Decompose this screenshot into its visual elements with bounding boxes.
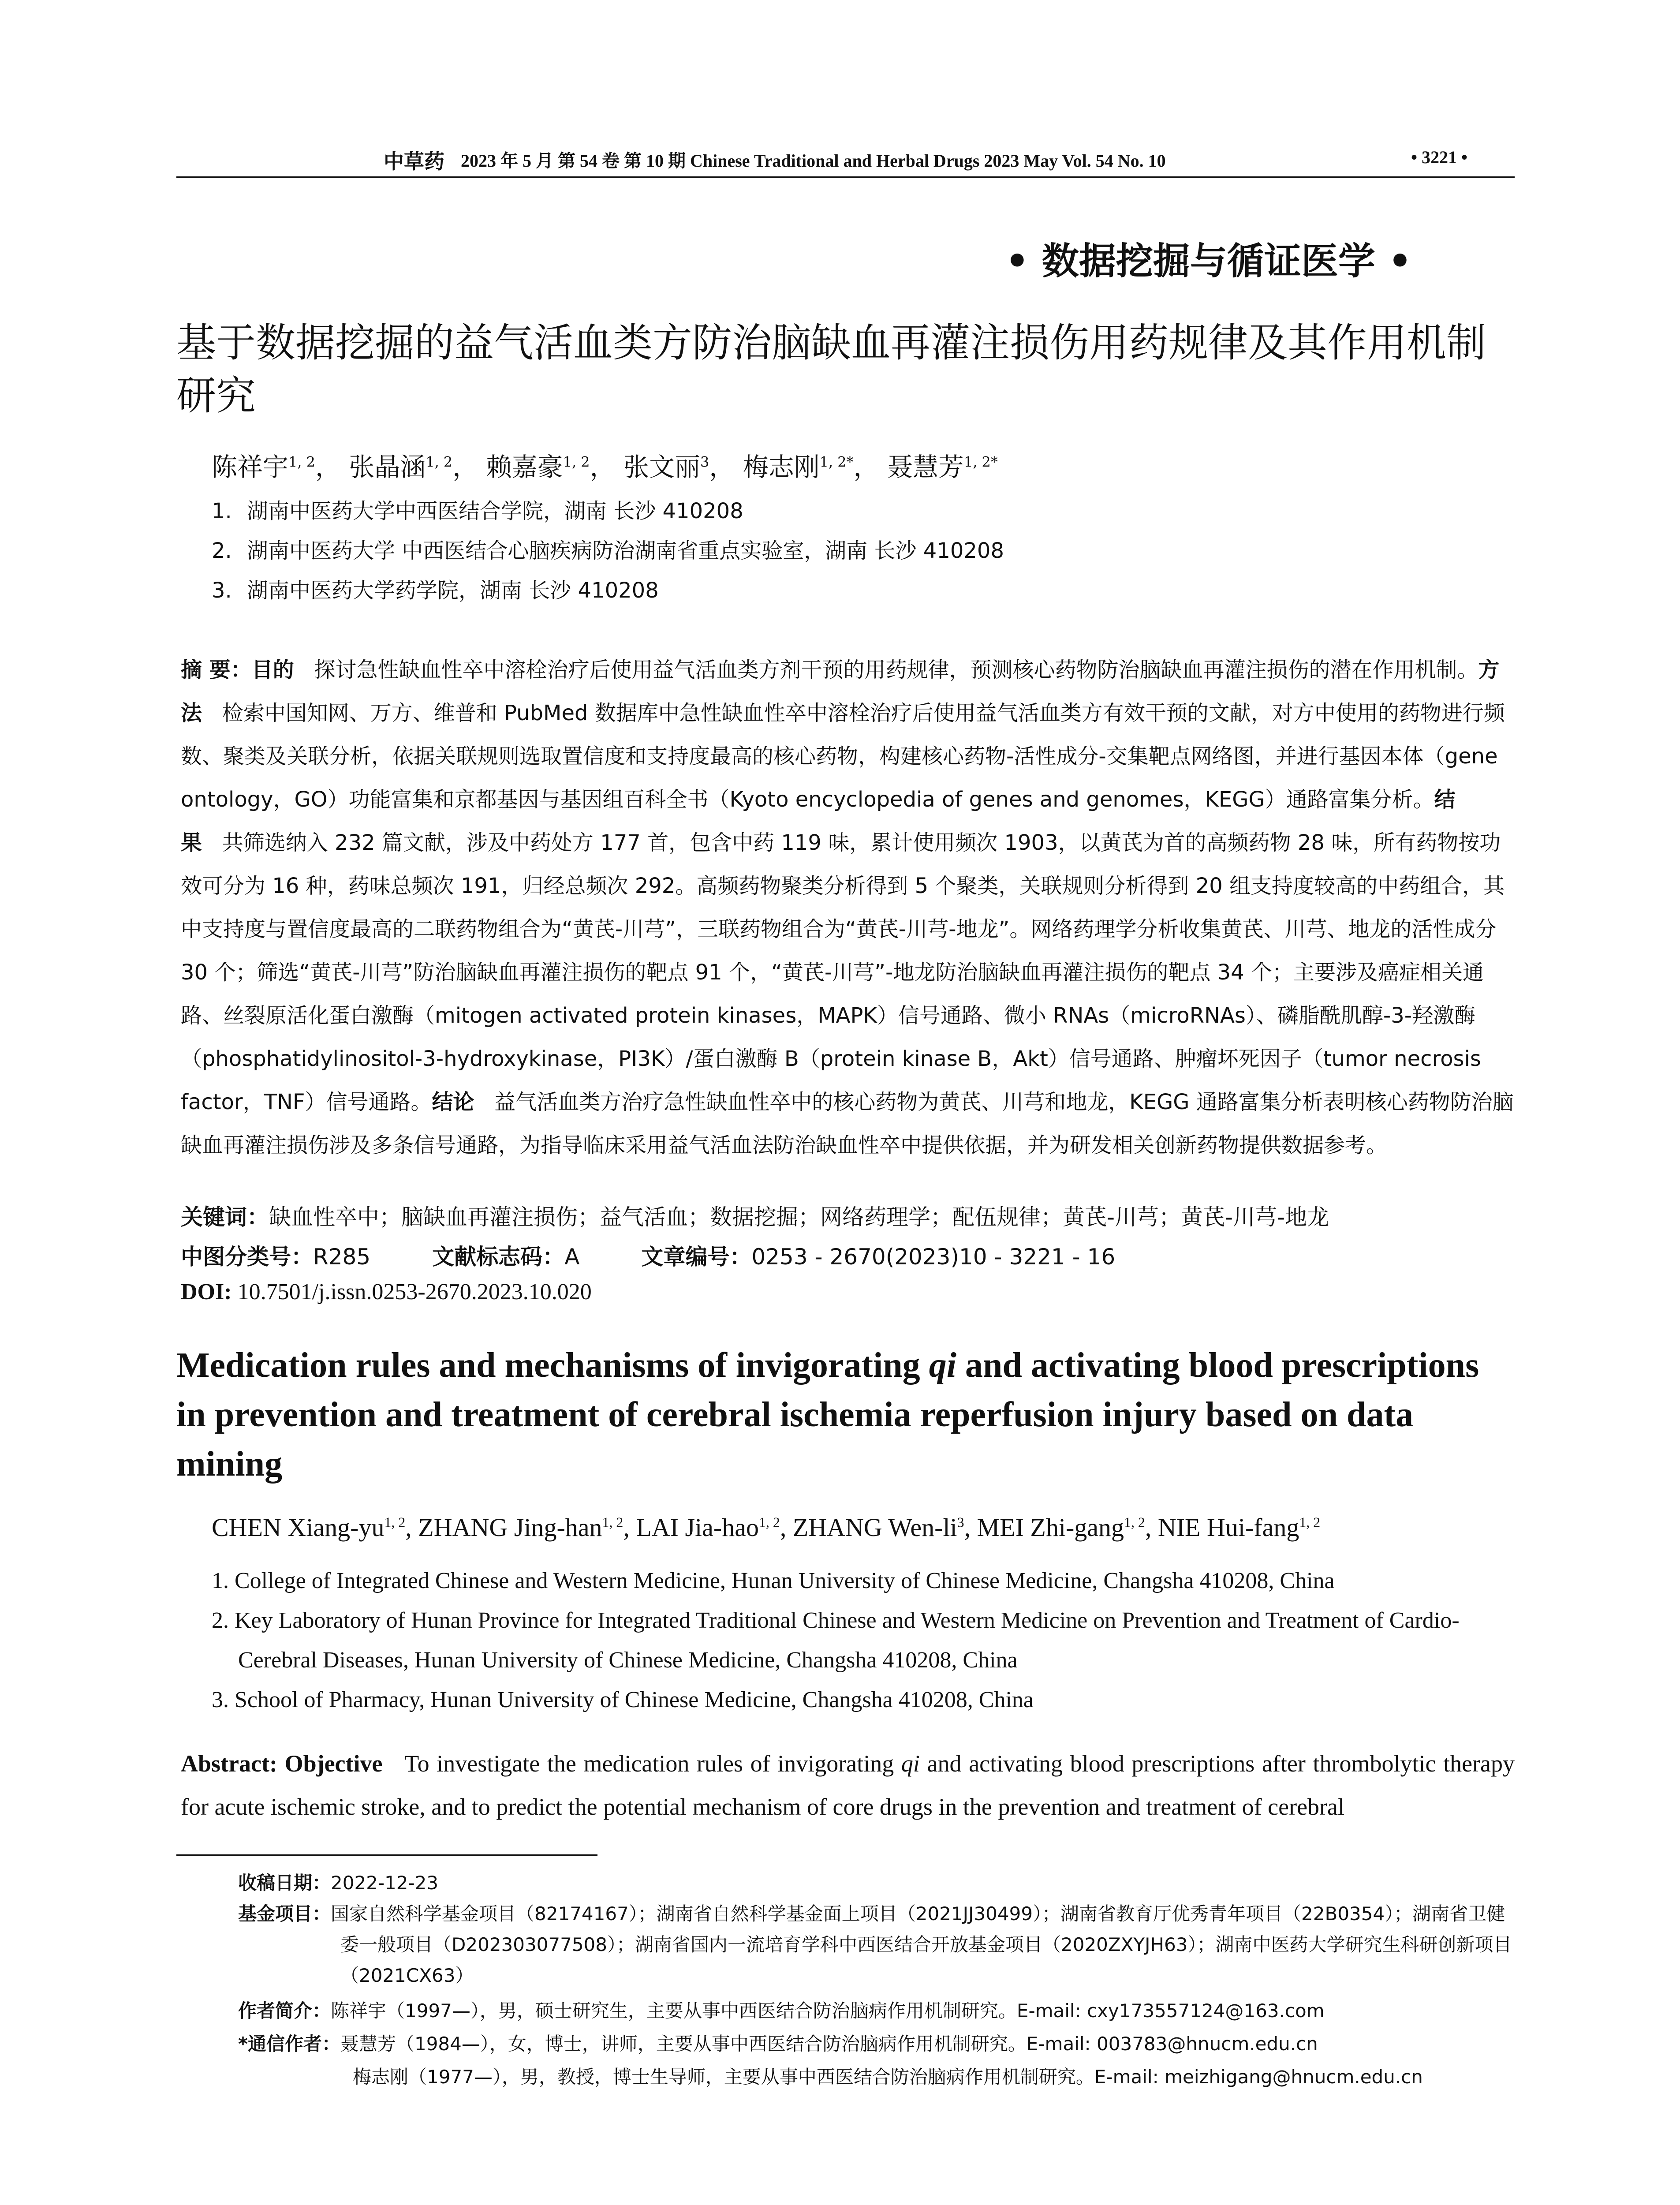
methods-label: 方法 <box>181 658 1500 725</box>
author-en: MEI Zhi-gang <box>977 1513 1124 1542</box>
author-sup: 1, 2* <box>963 453 998 471</box>
footnote-corresponding: *通信作者：聂慧芳（1984—），女，博士，讲师，主要从事中西医结合防治脑病作用机制研究。E-mail: 003783@hnucm.edu.cn <box>238 2033 1318 2055</box>
author-sup: 1, 2 <box>758 1514 780 1530</box>
conclusion-text: 益气活血类方治疗急性缺血性卒中的核心药物为黄芪、川芎和地龙，KEGG 通路富集分析表明核心药物防治脑缺血再灌注损伤涉及多条信号通路，为指导临床采用益气活血法防治缺血性卒中提供依据，并为研发相关创新药物提供数据参考。 <box>181 1090 1514 1158</box>
author-sup: 1, 2 <box>1124 1514 1145 1530</box>
doi <box>181 1279 592 1305</box>
author-cn: 聂慧芳 <box>887 452 964 482</box>
author-sup: 1, 2 <box>384 1514 406 1530</box>
footnote-bio: 作者简介：陈祥宇（1997—），男，硕士研究生，主要从事中西医结合防治脑病作用机制研究。E-mail: cxy173557124@163.com <box>238 2000 1325 2022</box>
methods-text: 检索中国知网、万方、维普和 PubMed 数据库中急性缺血性卒中溶栓治疗后使用益气活血类方有效干预的文献，对方中使用的药物进行频数、聚类及关联分析，依据关联规则选取置信度和支持度最高的核心药物，构建核心药物-活性成分-交集靶点网络图，并进行基因本体（gene ontology，GO）功能富集和京都基因与基因组百科全书（Kyoto encyclopedia of genes and genomes，KEGG）通路富集分析。 <box>181 701 1505 812</box>
doc-code: 文献标志码：A <box>432 1244 580 1270</box>
abstract-cn <box>181 648 1515 1167</box>
author-cn: 张晶涵 <box>349 452 426 482</box>
header-rule <box>176 176 1515 178</box>
results-label: 结果 <box>181 787 1456 855</box>
abstract-label: 摘 要： <box>181 658 252 682</box>
title-en: Medication rules and mechanisms of invigorating qi and activating blood prescriptions in prevention and treatment of cerebral ischemia reperfusion injury based on data mining <box>176 1346 1479 1484</box>
title-cn: 基于数据挖掘的益气活血类方防治脑缺血再灌注损伤用药规律及其作用机制研究 <box>176 320 1486 419</box>
author-en: CHEN Xiang-yu <box>212 1513 385 1542</box>
affiliation-en: 1. College of Integrated Chinese and Western Medicine, Hunan University of Chinese Medicine, Changsha 410208, China <box>212 1568 1335 1593</box>
affiliation-cn: 1. 湖南中医药大学中西医结合学院，湖南 长沙 410208 <box>212 499 743 523</box>
author-cn: 张文丽 <box>623 452 700 482</box>
author-cn: 陈祥宇 <box>212 452 289 482</box>
authors-cn: 陈祥宇$^{1, 2}$， 张晶涵$^{1, 2}$， 赖嘉豪$^{1, 2}$， 张文丽$^3$， 梅志刚$^{1, 2*}$， 聂慧芳$^{1, 2*}$ <box>212 452 998 482</box>
issue-info: 2023 年 5 月 第 54 卷 第 10 期 Chinese Traditional and Herbal Drugs 2023 May Vol. 54 No. 10 <box>461 151 1166 171</box>
author-sup: 1, 2 <box>288 453 315 471</box>
author-en: LAI Jia-hao <box>636 1513 759 1542</box>
section-label: • 数据挖掘与循证医学 • <box>1005 239 1412 283</box>
article-no: 文章编号：0253 - 2670(2023)10 - 3221 - 16 <box>641 1244 1116 1270</box>
classification-line <box>181 1239 1177 1271</box>
author-cn: 梅志刚 <box>743 452 820 482</box>
keywords-text: 缺血性卒中；脑缺血再灌注损伤；益气活血；数据挖掘；网络药理学；配伍规律；黄芪-川芎；黄芪-川芎-地龙 <box>269 1204 1329 1230</box>
affiliation-cn: 3. 湖南中医药大学药学院，湖南 长沙 410208 <box>212 578 659 603</box>
keywords-cn <box>181 1200 1515 1231</box>
author-sup: 1, 2 <box>426 453 453 471</box>
author-sup: 1, 2* <box>819 453 854 471</box>
author-en: NIE Hui-fang <box>1157 1513 1299 1542</box>
keywords-label: 关键词： <box>181 1204 269 1230</box>
footnote-received: 收稿日期：2022-12-23 <box>238 1872 439 1894</box>
objective-label: 目的 <box>251 658 294 682</box>
objective-text: 探讨急性缺血性卒中溶栓治疗后使用益气活血类方剂干预的用药规律，预测核心药物防治脑缺血再灌注损伤的潜在作用机制。 <box>314 658 1478 682</box>
footnote-corresponding-2: 梅志刚（1977—），男，教授，博士生导师，主要从事中西医结合防治脑病作用机制研究。E-mail: meizhigang@hnucm.edu.cn <box>353 2066 1423 2088</box>
affiliation-en: 3. School of Pharmacy, Hunan University of Chinese Medicine, Changsha 410208, China <box>212 1687 1034 1712</box>
page-number: • 3221 • <box>1411 147 1468 167</box>
abstract-en-label: Abstract: Objective <box>181 1750 383 1777</box>
footnote-fund: 基金项目：国家自然科学基金项目（82174167）；湖南省自然科学基金面上项目（2021JJ30499）；湖南省教育厅优秀青年项目（22B0354）；湖南省卫健委一般项目（D202303077508）；湖南省国内一流培育学科中西医结合开放基金项目（2020ZXYJH63）；湖南中医药大学研究生科研创新项目（2021CX63） <box>238 1903 1512 1986</box>
affiliation-en: 2. Key Laboratory of Hunan Province for Integrated Traditional Chinese and Western Medicine on Prevention and Treatment of Cardio-Cerebral Diseases, Hunan University of Chinese Medicine, Changsha 410208, China <box>212 1608 1460 1673</box>
authors-en: CHEN Xiang-yu$^{1, 2}$, ZHANG Jing-han$^{1, 2}$, LAI Jia-hao$^{1, 2}$, ZHANG Wen-$li^3$, MEI Zhi-gang$^{1, 2}$, NIE Hui-fang$^{1, 2}$ <box>212 1513 1321 1542</box>
clc: 中图分类号：R285 <box>181 1244 371 1270</box>
author-sup: 1, 2 <box>563 453 590 471</box>
author-cn: 赖嘉豪 <box>486 452 563 482</box>
author-sup: 3 <box>957 1514 964 1530</box>
journal-logo: 中草药 <box>384 149 444 173</box>
author-sup: 1, 2 <box>602 1514 623 1530</box>
conclusion-label: 结论 <box>432 1090 474 1114</box>
author-en: ZHANG Jing-han <box>418 1513 602 1542</box>
affiliation-cn: 2. 湖南中医药大学 中西医结合心脑疾病防治湖南省重点实验室，湖南 长沙 410208 <box>212 538 1004 563</box>
author-sup: 3 <box>700 453 709 471</box>
footnote-rule <box>176 1854 597 1856</box>
results-text: 共筛选纳入 232 篇文献，涉及中药处方 177 首，包含中药 119 味，累计使用频次 1903，以黄芪为首的高频药物 28 味，所有药物按功效可分为 16 种，药味总频次 191，归经总频次 292。高频药物聚类分析得到 5 个聚类，关联规则分析得到 20 组支持度较高的中药组合，其中支持度与置信度最高的二联药物组合为“黄芪-川芎”，三联药物组合为“黄芪-川芎-地龙”。网络药理学分析收集黄芪、川芎、地龙的活性成分 30 个；筛选“黄芪-川芎”防治脑缺血再灌注损伤的靶点 91 个，“黄芪-川芎”-地龙防治脑缺血再灌注损伤的靶点 34 个；主要涉及癌症相关通路、丝裂原活化蛋白激酶（mitogen activated protein kinases，MAPK）信号通路、微小 RNAs（microRNAs）、磷脂酰肌醇-3-羟激酶（phosphatidylinositol-3-hydroxykinase，PI3K）/蛋白激酶 B（protein kinase B，Akt）信号通路、肿瘤坏死因子（tumor necrosis factor，TNF）信号通路。 <box>181 830 1505 1114</box>
doi-link[interactable]: 10.7501/j.issn.0253-2670.2023.10.020 <box>237 1279 592 1304</box>
author-sup: 1, 2 <box>1299 1514 1321 1530</box>
doi-label: DOI: <box>181 1279 232 1304</box>
author-en: ZHANG Wen-li <box>792 1513 957 1542</box>
abstract-en: Abstract: Objective To investigate the medication rules of invigorating qi and activating blood prescriptions after thrombolytic therapy for acute ischemic stroke, and to predict the potential mechanism of core drugs in the prevention and treatment of cerebral <box>181 1750 1515 1820</box>
